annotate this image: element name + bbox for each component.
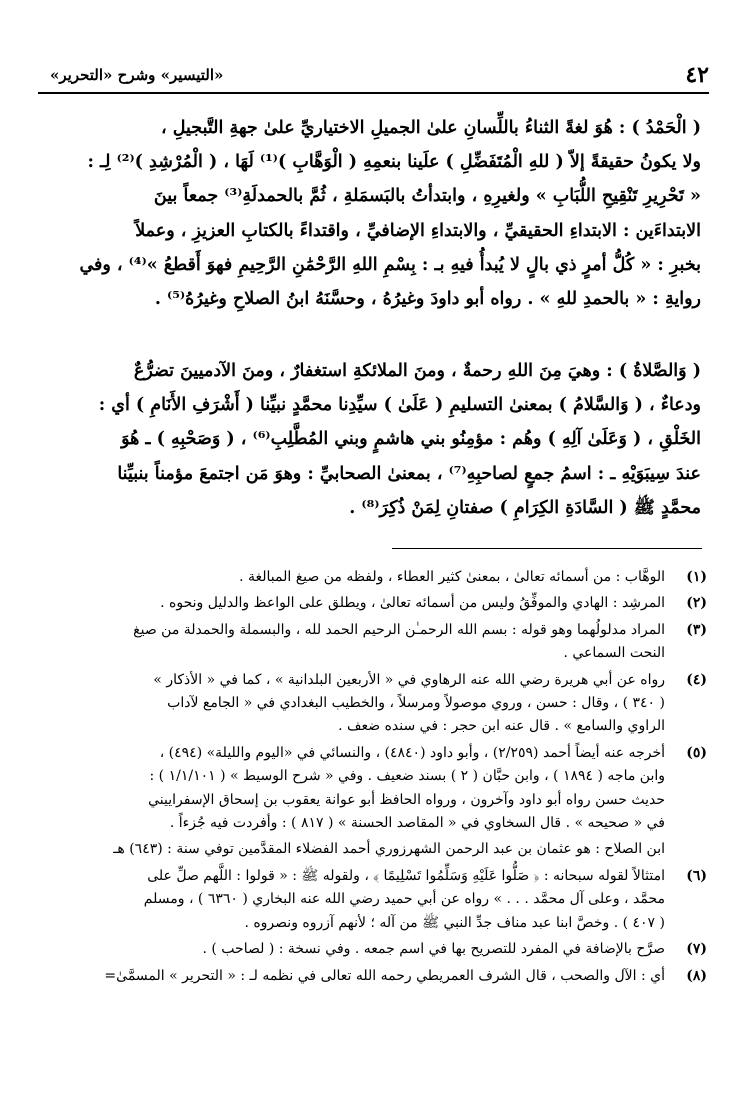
running-title: «التيسير» وشرح «التحرير» xyxy=(50,66,224,84)
footnote-text xyxy=(52,619,665,666)
header-rule xyxy=(38,92,709,94)
footnote-number: (١) xyxy=(686,569,707,585)
footnote-line: ( ٤٠٧ ) . وخصَّ ابنا عبد مناف جدِّ النبي ﷺ من آله ؛ لأنهم آزروه ونصروه . xyxy=(244,914,665,931)
text-line: روايةِ : « بالحمدِ للهِ » . رواه أبو داودَ وغيرُهُ ، وحسَّنَهُ ابنُ الصلاحِ وغيرُهُ⁽⁵⁾ . xyxy=(154,289,701,310)
text-line: ( وَالصَّلاةُ ) : وهيَ مِنَ اللهِ رحمةٌ ، ومنَ الملائكةِ استغفارٌ ، ومنَ الآدميينَ تضرُّعٌ xyxy=(133,361,701,381)
footnote-number: (٦) xyxy=(686,867,707,884)
footnotes xyxy=(52,566,707,991)
footnote-line: المراد مدلولُهما وهو قوله : بسم الله الرحمـٰن الرحيم الحمد لله ، والبسملة والحمدلة من صيغ xyxy=(133,621,665,638)
footnote-line: حديث حسن رواه أبو داود وآخرون ، ورواه الحافظ أبو عوانة يعقوب بن إسحاق الإسفراييني xyxy=(148,791,665,808)
footnote-line: الراوي والسامع » . قال عنه ابن حجر : في سنده ضعف . xyxy=(338,718,665,735)
text-line: محمَّدٍ ﷺ ( السَّادَةِ الكِرَامِ ) صفتانِ لِمَنْ ذُكِرَ⁽⁸⁾ . xyxy=(349,497,701,518)
text-line: ( الْحَمْدُ ) : هُوَ لغةً الثناءُ باللِّسانِ علىٰ الجميلِ الاختياريِّ علىٰ جهةِ التَّبجيلِ ، xyxy=(161,118,701,138)
footnote-text xyxy=(52,838,665,861)
footnote-text xyxy=(52,669,665,739)
main-paragraph-1 xyxy=(49,111,701,316)
footnote-line: أخرجه عنه أيضاً أحمد (٢/٢٥٩) ، وأبو داود (٤٨٤٠) ، والنسائي في «اليوم والليلة» (٤٩٤) ، xyxy=(159,744,665,761)
footnote-line: امتثالاً لقوله سبحانه : ﴿ صَلُّوا عَلَيْهِ وَسَلِّمُوا تَسْلِيمًا ﴾ ، ولقوله ﷺ : « قولوا : اللَّهم صلِّ على xyxy=(147,867,665,884)
footnote xyxy=(52,938,707,961)
text-line: عندَ سِيبَوَيْهِ ـ : اسمُ جمعٍ لصاحبِهِ⁽⁷⁾ ، بمعنىٰ الصحابيِّ : وهوَ مَن اجتمعَ مؤمناً بنبيِّنا xyxy=(117,463,701,484)
footnote xyxy=(52,742,707,836)
footnote-number: (٢) xyxy=(686,595,707,612)
text-line: ودعاءٌ ، ( وَالسَّلامُ ) بمعنىٰ التسليمِ ( عَلَىٰ ) سيِّدِنا محمَّدٍ نبيِّنا ( أَشْرَفِ الأَنَامِ ) أي : xyxy=(98,395,701,416)
footnote-continuation xyxy=(52,838,707,861)
footnote-number xyxy=(665,838,707,861)
footnote-line: أي : الآل والصحب ، قال الشرف العمريطي رحمه الله تعالى في نظمه لـ : « التحرير » المسمَّىٰ= xyxy=(104,967,665,984)
footnote-number: (٧) xyxy=(686,941,707,958)
footnote-line: وابن ماجه ( ١٨٩٤ ) ، وابن حبَّان ( ٢ ) بسند ضعيف . وفي « شرح الوسيط » ( ١/١/١٠١ ) : xyxy=(149,768,665,785)
footnote-line: المرشِد : الهادي والموفِّقُ وليس من أسمائه تعالىٰ ، ويطلق على الواعظ والدليل ونحوه . xyxy=(160,595,665,612)
footnote-line: ابن الصلاح : هو عثمان بن عبد الرحمن الشهرزوري أحمد الفضلاء المقدَّمين توفي سنة : (٦٤٣) هـ xyxy=(113,841,665,858)
text-line: الخَلْقِ ، ( وَعَلَىٰ آلِهِ ) وهُم : مؤمِنُو بني هاشمٍ وبني المُطَّلِبِ⁽⁶⁾ ، ( وَصَحْبِهِ ) ـ هُوَ xyxy=(121,429,701,450)
footnote xyxy=(52,865,707,935)
footnote-text xyxy=(52,938,665,961)
footnote-line: في « صحيحه » . قال السخاوي في « المقاصد الحسنة » ( ٨١٧ ) : وأفردت فيه جُزءاً . xyxy=(169,815,665,832)
page-number: ٤٢ xyxy=(685,62,709,88)
footnote-text xyxy=(52,592,665,615)
footnote-text xyxy=(52,742,665,836)
footnote xyxy=(52,592,707,615)
main-paragraph-2 xyxy=(49,354,701,525)
footnote xyxy=(52,965,707,988)
text-line: « تَحْرِيرِ تَنْقِيحِ اللُّبَابِ » ولغيرِهِ ، وابتدأتُ بالبَسمَلةِ ، ثُمَّ بالحمدلَةِ⁽³⁾ جمعاً بينَ xyxy=(153,186,701,207)
footnote-line: الوهَّاب : من أسمائه تعالىٰ ، بمعنىٰ كثير العطاء ، ولفظه من صيغ المبالغة . xyxy=(239,569,665,585)
footnote-number: (٣) xyxy=(686,621,707,638)
text-line: ولا يكونُ حقيقةً إلاّ ( للهِ الْمُتَفَضِّلِ ) علَينا بنعمِهِ ( الْوَهَّابِ )⁽¹⁾ لَهَا ، ( الْمُرْشِدِ )⁽²⁾ لِـ : xyxy=(87,152,701,173)
footnote-line: صرَّح بالإضافة في المفرد للتصريح بها في اسم جمعه . وفي نسخة : ( لصاحب ) . xyxy=(202,941,665,958)
footnote-line: النحت السماعي . xyxy=(563,645,665,662)
footnote-number: (٨) xyxy=(686,967,707,984)
footnote-line: رواه عن أبي هريرة رضي الله عنه الرهاوي في « الأربعين البلدانية » ، كما في « الأذكار » xyxy=(153,671,665,688)
footnote-line: ( ٣٤٠ ) ، وقال : حسن ، وروي موصولاً ومرسلاً ، والخطيب البغدادي في « الجامع لآداب xyxy=(167,695,665,712)
text-line: بخبرِ : « كُلُّ أمرٍ ذي بالٍ لا يُبدأُ فيهِ بـ : بِسْمِ اللهِ الرَّحْمَٰنِ الرَّحِيمِ فهوَ أَقطعُ »⁽⁴⁾ ، وفي xyxy=(79,254,701,275)
footnote xyxy=(52,619,707,666)
footnote-text xyxy=(52,965,665,988)
footnote-number: (٤) xyxy=(686,671,707,688)
footnote-text xyxy=(52,566,665,589)
text-line: الابتداءَين : الابتداءِ الحقيقيِّ ، والابتداءِ الإضافيِّ ، واقتداءً بالكتابِ العزيزِ ، وعملاً xyxy=(135,220,701,241)
footnote-number: (٥) xyxy=(686,744,707,761)
footnote xyxy=(52,669,707,739)
footnote-separator xyxy=(392,548,702,549)
footnote-line: محمَّد ، وعلى آل محمَّد . . . » رواه عن أبي حميد رضي الله عنه البخاري ( ٦٣٦٠ ) ، ومسلم xyxy=(143,891,665,908)
footnote-text xyxy=(52,865,665,935)
footnote xyxy=(52,566,707,589)
